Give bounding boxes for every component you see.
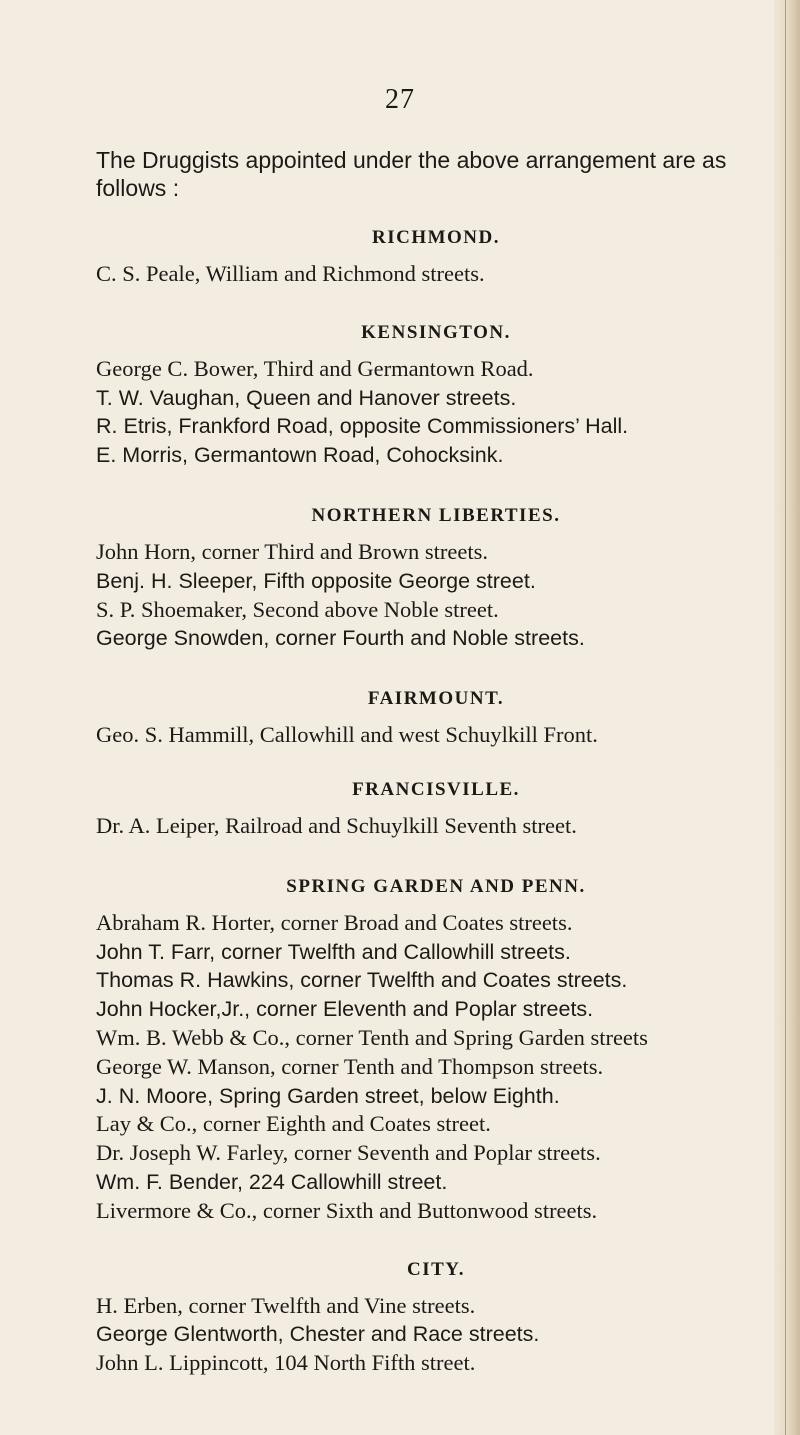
druggist-entry: George Glentworth, Chester and Race streets. — [96, 1322, 540, 1347]
section-kensington — [96, 321, 776, 470]
page-edge — [774, 0, 800, 1435]
section-heading: SPRING GARDEN AND PENN. — [286, 875, 586, 897]
section-richmond — [96, 226, 776, 289]
section-heading: KENSINGTON. — [361, 321, 511, 343]
druggist-entry: Dr. Joseph W. Farley, corner Seventh and Poplar streets. — [96, 1140, 601, 1166]
druggist-entry: C. S. Peale, William and Richmond streets. — [96, 261, 485, 286]
section-heading: NORTHERN LIBERTIES. — [311, 504, 561, 526]
druggist-entry: Geo. S. Hammill, Callowhill and west Schuylkill Front. — [96, 722, 598, 748]
druggist-entry: E. Morris, Germantown Road, Cohocksink. — [96, 443, 504, 468]
druggist-entry: George Snowden, corner Fourth and Noble streets. — [96, 626, 585, 651]
section-northern-liberties — [96, 504, 776, 653]
druggist-entry: John Horn, corner Third and Brown streets. — [96, 538, 489, 564]
druggist-entry: R. Etris, Frankford Road, opposite Commissioners’ Hall. — [96, 414, 629, 439]
druggist-entry: George C. Bower, Third and Germantown Road. — [96, 355, 534, 381]
section-francisville — [96, 778, 776, 841]
druggist-entry: Lay & Co., corner Eighth and Coates street. — [96, 1111, 491, 1137]
section-heading: CITY. — [406, 1258, 465, 1280]
section-heading: RICHMOND. — [371, 227, 501, 248]
druggist-entry: Dr. A. Leiper, Railroad and Schuylkill Seventh street. — [96, 812, 577, 838]
section-heading: FAIRMOUNT. — [367, 688, 505, 710]
page-edge-line — [785, 0, 786, 1435]
druggist-entry: J. N. Moore, Spring Garden street, below Eighth. — [96, 1083, 560, 1108]
druggist-entry: Abraham R. Horter, corner Broad and Coates streets. — [96, 909, 573, 935]
page-number: 27 — [385, 84, 415, 115]
druggist-entry: Benj. H. Sleeper, Fifth opposite George street. — [96, 568, 536, 593]
druggist-entry: Wm. F. Bender, 224 Callowhill street. — [96, 1169, 448, 1194]
druggist-entry: John T. Farr, corner Twelfth and Callowhill streets. — [96, 939, 571, 964]
section-spring-garden-and-penn — [96, 875, 776, 1226]
druggist-entry: S. P. Shoemaker, Second above Noble street. — [96, 596, 499, 622]
druggist-entry: George W. Manson, corner Tenth and Thompson streets. — [96, 1053, 604, 1079]
druggist-entry: Livermore & Co., corner Sixth and Buttonwood streets. — [96, 1197, 598, 1223]
section-heading: FRANCISVILLE. — [352, 778, 520, 800]
document-body — [96, 146, 776, 1378]
druggist-entry: John L. Lippincott, 104 North Fifth street. — [96, 1350, 476, 1376]
druggist-entry: John Hocker,Jr., corner Eleventh and Poplar streets. — [96, 997, 594, 1022]
intro-paragraph: The Druggists appointed under the above arrangement are as follows : — [96, 147, 727, 201]
druggist-entry: H. Erben, corner Twelfth and Vine streets. — [96, 1292, 476, 1318]
section-fairmount — [96, 687, 776, 750]
druggist-entry: T. W. Vaughan, Queen and Hanover streets. — [96, 385, 517, 410]
druggist-entry: Wm. B. Webb & Co., corner Tenth and Spring Garden streets — [96, 1024, 648, 1050]
druggist-entry: Thomas R. Hawkins, corner Twelfth and Coates streets. — [96, 968, 628, 993]
section-city — [96, 1258, 776, 1378]
